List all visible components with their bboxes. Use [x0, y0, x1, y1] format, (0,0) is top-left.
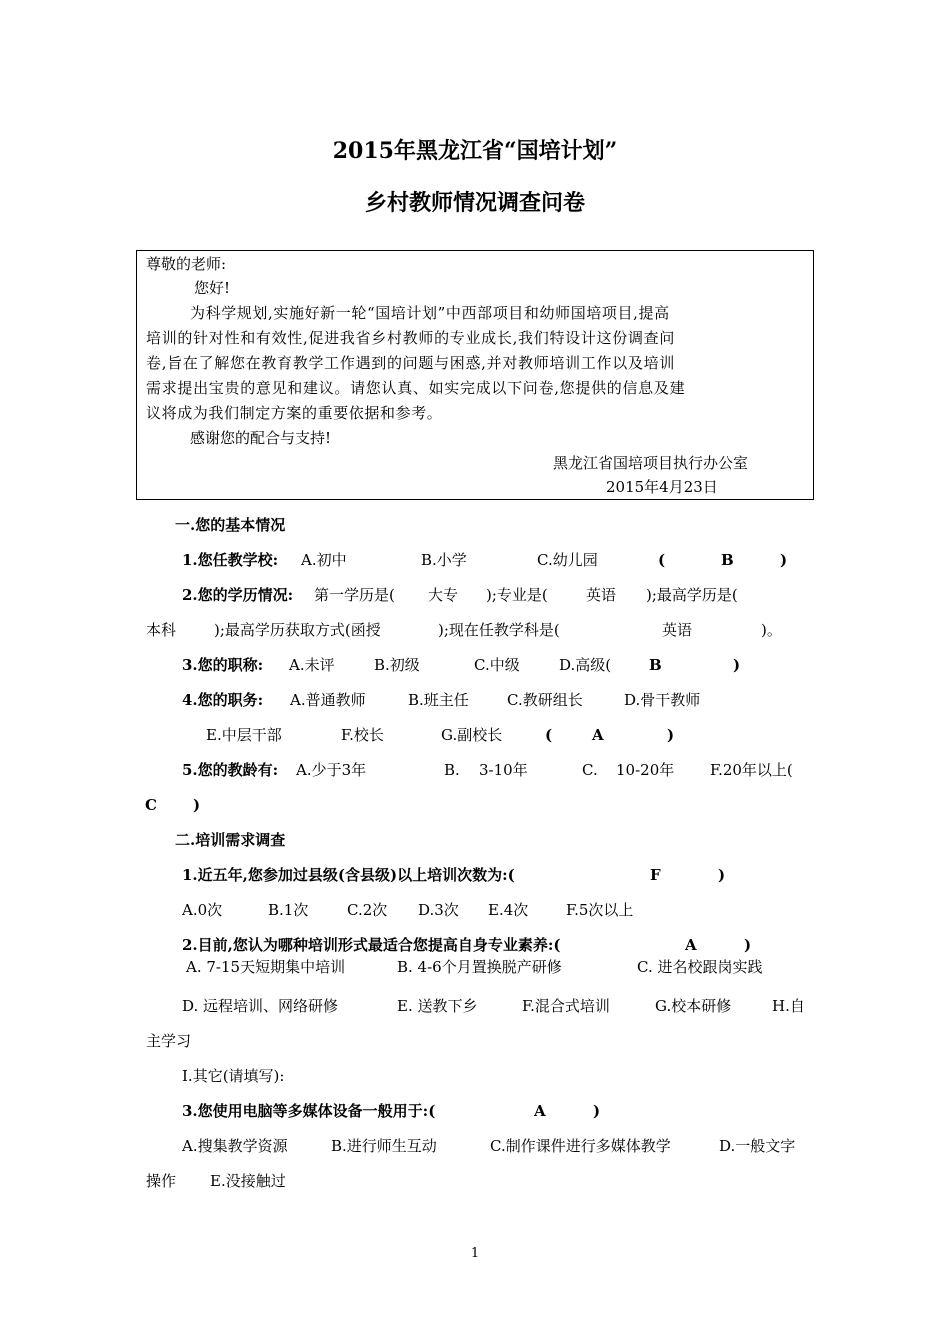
- s2q2-label: 2.目前,您认为哪种培训形式最适合您提高自身专业素养:(: [182, 936, 561, 954]
- s2q2-cont: 主学习: [146, 1032, 192, 1050]
- close-paren: ): [667, 726, 675, 744]
- close-paren: ): [780, 551, 788, 569]
- q5-opt: A.少于3年: [296, 761, 367, 779]
- q2-text: );最高学历获取方式(函授: [214, 621, 381, 639]
- q4-opt: E.中层干部: [206, 726, 282, 744]
- q4-opt: F.校长: [341, 726, 384, 744]
- s2q2-opt: A. 7-15天短期集中培训: [186, 958, 346, 976]
- q5-opt: B.: [444, 761, 460, 779]
- s2q2-opt: F.混合式培训: [522, 997, 610, 1015]
- page-subtitle: 乡村教师情况调查问卷: [364, 190, 585, 216]
- q2-text: );最高学历是(: [646, 586, 738, 604]
- letter-org: 黑龙江省国培项目执行办公室: [553, 454, 749, 472]
- s2q3-opt: A.搜集教学资源: [182, 1137, 288, 1155]
- q4-opt: A.普通教师: [290, 691, 366, 709]
- s2q1-opt: B.1次: [268, 901, 309, 919]
- q4-answer: A: [592, 726, 604, 744]
- letter-line: 议将成为我们制定方案的重要依据和参考。: [146, 404, 443, 422]
- q3-opt: D.高级(: [559, 656, 612, 674]
- q2-value: 大专: [428, 586, 459, 604]
- q1-answer: B: [721, 551, 734, 569]
- q3-opt: A.未评: [289, 656, 335, 674]
- letter-greeting: 尊敬的老师:: [146, 255, 227, 273]
- s2q2-opt: C. 进名校跟岗实践: [637, 958, 763, 976]
- s2q1-opt: E.4次: [488, 901, 529, 919]
- s2q3-answer: A: [534, 1102, 546, 1120]
- letter-line: 需求提出宝贵的意见和建议。请您认真、如实完成以下问卷,您提供的信息及建: [146, 379, 686, 397]
- s2q3-label: 3.您使用电脑等多媒体设备一般用于:(: [182, 1102, 436, 1120]
- s2q1-opt: A.0次: [182, 901, 223, 919]
- q1-label: 1.您任教学校:: [182, 551, 279, 569]
- letter-hello: 您好!: [194, 279, 231, 297]
- letter-date: 2015年4月23日: [606, 478, 718, 496]
- s2q2-answer: A: [685, 936, 697, 954]
- open-paren: (: [658, 551, 666, 569]
- q1-opt: C.幼儿园: [537, 551, 598, 569]
- q5-opt: 10-20年: [616, 761, 675, 779]
- letter-thanks: 感谢您的配合与支持!: [190, 429, 332, 447]
- open-paren: (: [545, 726, 553, 744]
- q2-text: );专业是(: [486, 586, 548, 604]
- s2q2-opt: H.自: [772, 997, 805, 1015]
- s2q1-label: 1.近五年,您参加过县级(含县级)以上培训次数为:(: [182, 866, 515, 884]
- q5-opt: C.: [582, 761, 598, 779]
- letter-line: 卷,旨在了解您在教育教学工作遇到的问题与困惑,并对教师培训工作以及培训: [146, 354, 676, 372]
- q4-label: 4.您的职务:: [182, 691, 264, 709]
- q5-answer: C: [145, 796, 157, 814]
- section1-heading: 一.您的基本情况: [175, 516, 286, 534]
- q2-value: 本科: [146, 621, 177, 639]
- q5-opt: 3-10年: [479, 761, 528, 779]
- q4-opt: D.骨干教师: [624, 691, 701, 709]
- s2q1-answer: F: [650, 866, 661, 884]
- close-paren: ): [718, 866, 726, 884]
- q4-opt: B.班主任: [408, 691, 469, 709]
- s2q1-opt: C.2次: [347, 901, 388, 919]
- q2-text: 第一学历是(: [314, 586, 395, 604]
- q4-opt: C.教研组长: [507, 691, 583, 709]
- q2-value: 英语: [586, 586, 617, 604]
- s2q2-opt: G.校本研修: [655, 997, 732, 1015]
- page-number: 1: [470, 1246, 480, 1261]
- letter-line: 为科学规划,实施好新一轮“国培计划”中西部项目和幼师国培项目,提高: [190, 304, 670, 322]
- q3-answer: B: [649, 656, 662, 674]
- section2-heading: 二.培训需求调查: [175, 831, 286, 849]
- s2q3-opt: D.一般文字: [719, 1137, 796, 1155]
- page-title: 2015年黑龙江省“国培计划”: [332, 138, 618, 164]
- s2q1-opt: F.5次以上: [566, 901, 634, 919]
- s2q2-opt: B. 4-6个月置换脱产研修: [397, 958, 562, 976]
- close-paren: ): [193, 796, 201, 814]
- q5-opt: F.20年以上(: [710, 761, 793, 779]
- q2-value: 英语: [662, 621, 693, 639]
- s2q3-opt: E.没接触过: [210, 1172, 286, 1190]
- s2q3-cont: 操作: [146, 1172, 177, 1190]
- q1-opt: B.小学: [421, 551, 467, 569]
- s2q2-opt: E. 送教下乡: [397, 997, 478, 1015]
- q2-text: )。: [761, 621, 782, 639]
- q2-text: );现在任教学科是(: [438, 621, 560, 639]
- q3-label: 3.您的职称:: [182, 656, 264, 674]
- s2q3-opt: C.制作课件进行多媒体教学: [490, 1137, 671, 1155]
- q3-opt: B.初级: [374, 656, 420, 674]
- q1-opt: A.初中: [301, 551, 347, 569]
- letter-line: 培训的针对性和有效性,促进我省乡村教师的专业成长,我们特设计这份调查问: [146, 329, 676, 347]
- s2q1-opt: D.3次: [418, 901, 459, 919]
- q2-label: 2.您的学历情况:: [182, 586, 294, 604]
- close-paren: ): [593, 1102, 601, 1120]
- q4-opt: G.副校长: [441, 726, 503, 744]
- q5-label: 5.您的教龄有:: [182, 761, 279, 779]
- s2q2-other: I.其它(请填写):: [182, 1067, 285, 1085]
- s2q3-opt: B.进行师生互动: [331, 1137, 437, 1155]
- s2q2-opt: D. 远程培训、网络研修: [182, 997, 339, 1015]
- q3-opt: C.中级: [474, 656, 520, 674]
- close-paren: ): [733, 656, 741, 674]
- close-paren: ): [744, 936, 752, 954]
